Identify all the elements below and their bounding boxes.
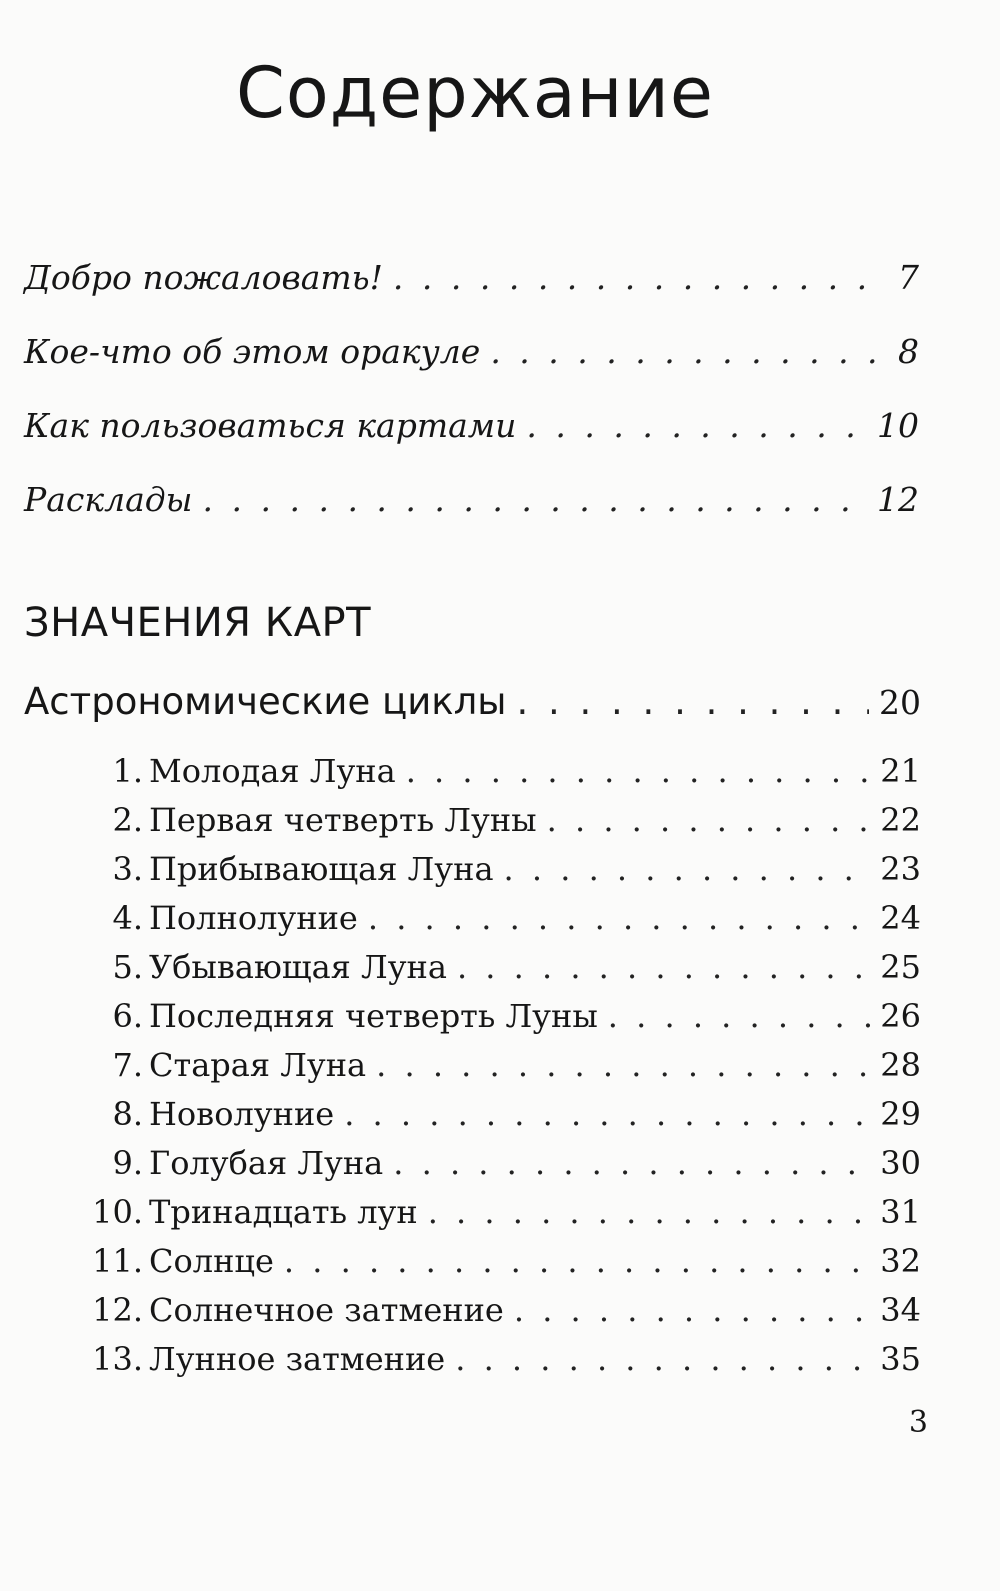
toc-chapter-page: 20 — [879, 683, 921, 722]
toc-entry-welcome[interactable] — [24, 258, 919, 297]
card-number: 2. — [112, 801, 143, 839]
toc-entry-page: 8 — [898, 332, 919, 371]
toc-card-entry[interactable] — [88, 1291, 921, 1329]
card-page: 25 — [880, 948, 921, 986]
card-label: Первая четверть Луны — [149, 801, 537, 839]
leader-dots — [504, 850, 871, 888]
card-label: Голубая Луна — [149, 1144, 384, 1182]
card-label: Последняя четверть Луны — [149, 997, 598, 1035]
leader-dots — [368, 899, 870, 937]
card-label: Тринадцать лун — [149, 1193, 418, 1231]
toc-card-entry[interactable] — [88, 997, 921, 1035]
leader-dots — [490, 332, 888, 371]
card-page: 22 — [880, 801, 921, 839]
section-heading: ЗНАЧЕНИЯ КАРТ — [24, 600, 372, 646]
toc-chapter-astronomical-cycles[interactable] — [24, 680, 921, 723]
card-page: 35 — [880, 1340, 921, 1378]
leader-dots — [516, 680, 869, 723]
card-number: 6. — [112, 997, 143, 1035]
card-label: Солнце — [149, 1242, 274, 1280]
card-number: 4. — [112, 899, 143, 937]
card-number: 1. — [112, 752, 143, 790]
toc-entry-page: 7 — [898, 258, 919, 297]
toc-card-entry[interactable] — [88, 899, 921, 937]
card-number: 7. — [112, 1046, 143, 1084]
toc-entry-page: 12 — [877, 480, 919, 519]
card-number: 12. — [92, 1291, 143, 1329]
card-page: 24 — [880, 899, 921, 937]
card-number: 13. — [92, 1340, 143, 1378]
toc-entry-label: Добро пожаловать! — [24, 258, 383, 297]
leader-dots — [514, 1291, 870, 1329]
toc-card-entry[interactable] — [88, 1144, 921, 1182]
card-label: Солнечное затмение — [149, 1291, 504, 1329]
leader-dots — [547, 801, 871, 839]
card-number: 9. — [112, 1144, 143, 1182]
card-number: 3. — [112, 850, 143, 888]
toc-entry-about-oracle[interactable] — [24, 332, 919, 371]
card-page: 29 — [880, 1095, 921, 1133]
card-number: 10. — [92, 1193, 143, 1231]
card-number: 8. — [112, 1095, 143, 1133]
card-page: 21 — [880, 752, 921, 790]
leader-dots — [376, 1046, 870, 1084]
toc-card-entry[interactable] — [88, 850, 921, 888]
toc-entry-spreads[interactable] — [24, 480, 919, 519]
card-page: 32 — [880, 1242, 921, 1280]
leader-dots — [457, 948, 870, 986]
page-number: 3 — [908, 1405, 928, 1440]
toc-card-entry[interactable] — [88, 752, 921, 790]
leader-dots — [608, 997, 870, 1035]
card-page: 31 — [880, 1193, 921, 1231]
leader-dots — [393, 258, 888, 297]
toc-entry-page: 10 — [877, 406, 919, 445]
toc-chapter-label: Астрономические циклы — [24, 680, 507, 723]
toc-card-entry[interactable] — [88, 948, 921, 986]
page-title: Содержание — [236, 52, 714, 134]
toc-entry-label: Как пользоваться картами — [24, 406, 517, 445]
leader-dots — [526, 406, 867, 445]
toc-card-entry[interactable] — [88, 1095, 921, 1133]
card-label: Молодая Луна — [149, 752, 396, 790]
leader-dots — [344, 1095, 870, 1133]
toc-card-entry[interactable] — [88, 1242, 921, 1280]
toc-card-entry[interactable] — [88, 1340, 921, 1378]
card-page: 34 — [880, 1291, 921, 1329]
toc-card-entry[interactable] — [88, 1046, 921, 1084]
card-label: Прибывающая Луна — [149, 850, 494, 888]
card-page: 23 — [880, 850, 921, 888]
leader-dots — [406, 752, 871, 790]
card-page: 28 — [880, 1046, 921, 1084]
toc-entry-how-to-use[interactable] — [24, 406, 919, 445]
card-label: Новолуние — [149, 1095, 335, 1133]
toc-card-entry[interactable] — [88, 801, 921, 839]
leader-dots — [455, 1340, 870, 1378]
card-page: 26 — [880, 997, 921, 1035]
card-label: Полнолуние — [149, 899, 358, 937]
toc-entry-label: Расклады — [24, 480, 193, 519]
leader-dots — [203, 480, 867, 519]
card-label: Старая Луна — [149, 1046, 367, 1084]
leader-dots — [393, 1144, 870, 1182]
card-label: Убывающая Луна — [149, 948, 447, 986]
card-number: 11. — [92, 1242, 143, 1280]
leader-dots — [284, 1242, 870, 1280]
toc-entry-label: Кое-что об этом оракуле — [24, 332, 481, 371]
leader-dots — [428, 1193, 871, 1231]
toc-card-entry[interactable] — [88, 1193, 921, 1231]
card-label: Лунное затмение — [149, 1340, 446, 1378]
card-number: 5. — [112, 948, 143, 986]
card-page: 30 — [880, 1144, 921, 1182]
